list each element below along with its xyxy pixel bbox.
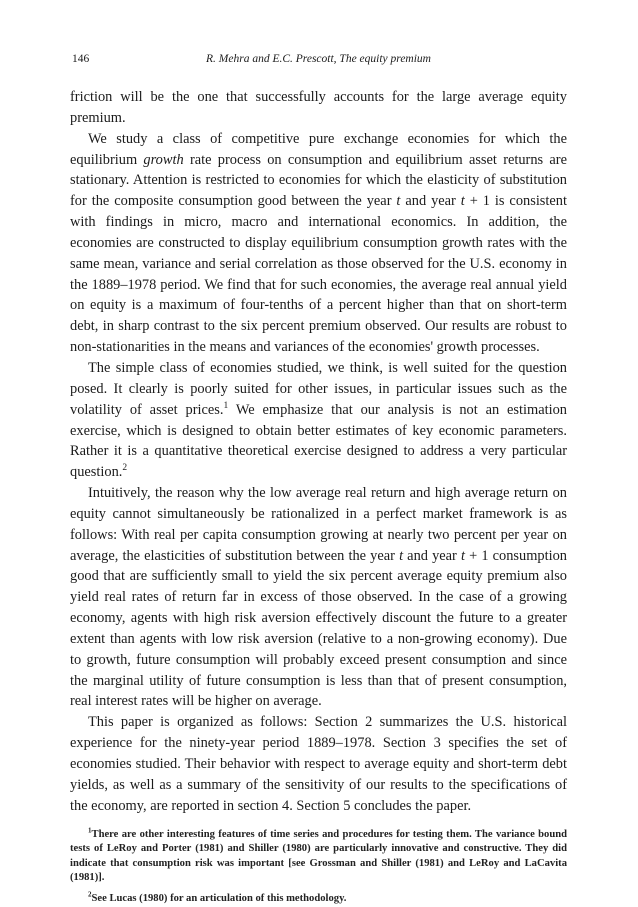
paragraph-organization xyxy=(70,712,567,816)
footnote-marker-2: 2 xyxy=(122,463,128,474)
footnote-text: See Lucas (1980) for an articulation of this methodology. xyxy=(91,892,347,904)
paragraph-text: The simple class of economies studied, we think, is well suited for the question posed. It clearly is poorly suited for other issues, in particular issues such as the volatility of asset prices. xyxy=(70,359,567,418)
paragraph-text: and year xyxy=(400,193,461,210)
paragraph-continued xyxy=(70,87,567,129)
running-header xyxy=(70,50,567,68)
paragraph-intuition xyxy=(70,483,567,712)
math-variable-t: t xyxy=(460,193,465,210)
paragraph-text: Intuitively, the reason why the low average real return and high average return on equity cannot simultaneously be rationalized in a perfect market framework is as follows: With real per capita consumption growing at nearly two percent per year on average, the elasticities of substitution between the year xyxy=(70,485,567,564)
running-title: R. Mehra and E.C. Prescott, The equity premium xyxy=(206,53,431,65)
math-variable-t: t xyxy=(399,547,404,564)
paragraph-text: We emphasize that our analysis is not an estimation exercise, which is designed to obtain better estimates of key economic parameters. Rather it is a quantitative theoretical exercise designed to address a very particular question. xyxy=(70,401,567,481)
paragraph-scope xyxy=(70,358,567,483)
footnote-1 xyxy=(70,828,567,886)
footnote-number: 2 xyxy=(88,890,92,899)
body-text xyxy=(70,87,567,817)
paragraph-text: friction will be the one that successfully accounts for the large average equity premium. xyxy=(70,89,567,126)
paragraph-text: + 1 is consistent with findings in micro, macro and international economics. In addition, the economies are constructed to display equilibrium consumption growth rates with the same mean, variance and serial correlation as those observed for the U.S. economy in the 1889–1978 period. We find that for such economies, the average real annual yield on equity is a maximum of four-tenths of a percent higher than that on short-term debt, in sharp contrast to the six percent premium observed. Our results are robust to non-stationarities in the means and variances of the economies' growth processes. xyxy=(70,193,567,356)
footnote-number: 1 xyxy=(88,826,92,834)
paragraph-text: This paper is organized as follows: Section 2 summarizes the U.S. historical experience for the ninety-year period 1889–1978. Section 3 specifies the set of economies studied. Their behavior with respect to average equity and short-term debt yields, as well as a summary of the sensitivity of our results to the specifications of the economy, are reported in section 4. Section 5 concludes the paper. xyxy=(70,714,567,814)
paragraph-text: and year xyxy=(403,547,461,564)
emphasis-growth: growth xyxy=(143,151,184,168)
paragraph-text: rate process on consumption and equilibrium asset returns are stationary. Attention is restricted to economies for which the elasticity of substitution for the composite consumption good between the year xyxy=(70,151,567,210)
footnote-2 xyxy=(70,892,567,907)
math-variable-t: t xyxy=(396,193,401,210)
footnote-marker-1: 1 xyxy=(223,400,229,411)
page-number: 146 xyxy=(72,53,90,65)
document-page xyxy=(70,50,567,907)
paragraph-study-description xyxy=(70,129,567,358)
paragraph-text: We study a class of competitive pure exchange economies for which the equilibrium xyxy=(70,130,567,168)
footnote-text: There are other interesting features of time series and procedures for testing them. The variance bound tests of LeRoy and Porter (1981) and Shiller (1980) are particularly innovative and constructive. They did indicate that consumption risk was important [see Grossman and Shiller (1981) and LeRoy and LaCavita (1981)]. xyxy=(70,828,567,884)
math-variable-t: t xyxy=(460,547,465,564)
footnotes xyxy=(70,828,567,907)
paragraph-text: + 1 consumption good that are sufficiently small to yield the six percent average equity premium also yield real rates of return far in excess of those observed. In the case of a growing economy, agents with high risk aversion effectively discount the future to a greater extent than agents with low risk aversion (relative to a non-growing economy). Due to growth, future consumption will probably exceed present consumption and since the marginal utility of future consumption is less than that of present consumption, real interest rates will be higher on average. xyxy=(70,547,567,710)
